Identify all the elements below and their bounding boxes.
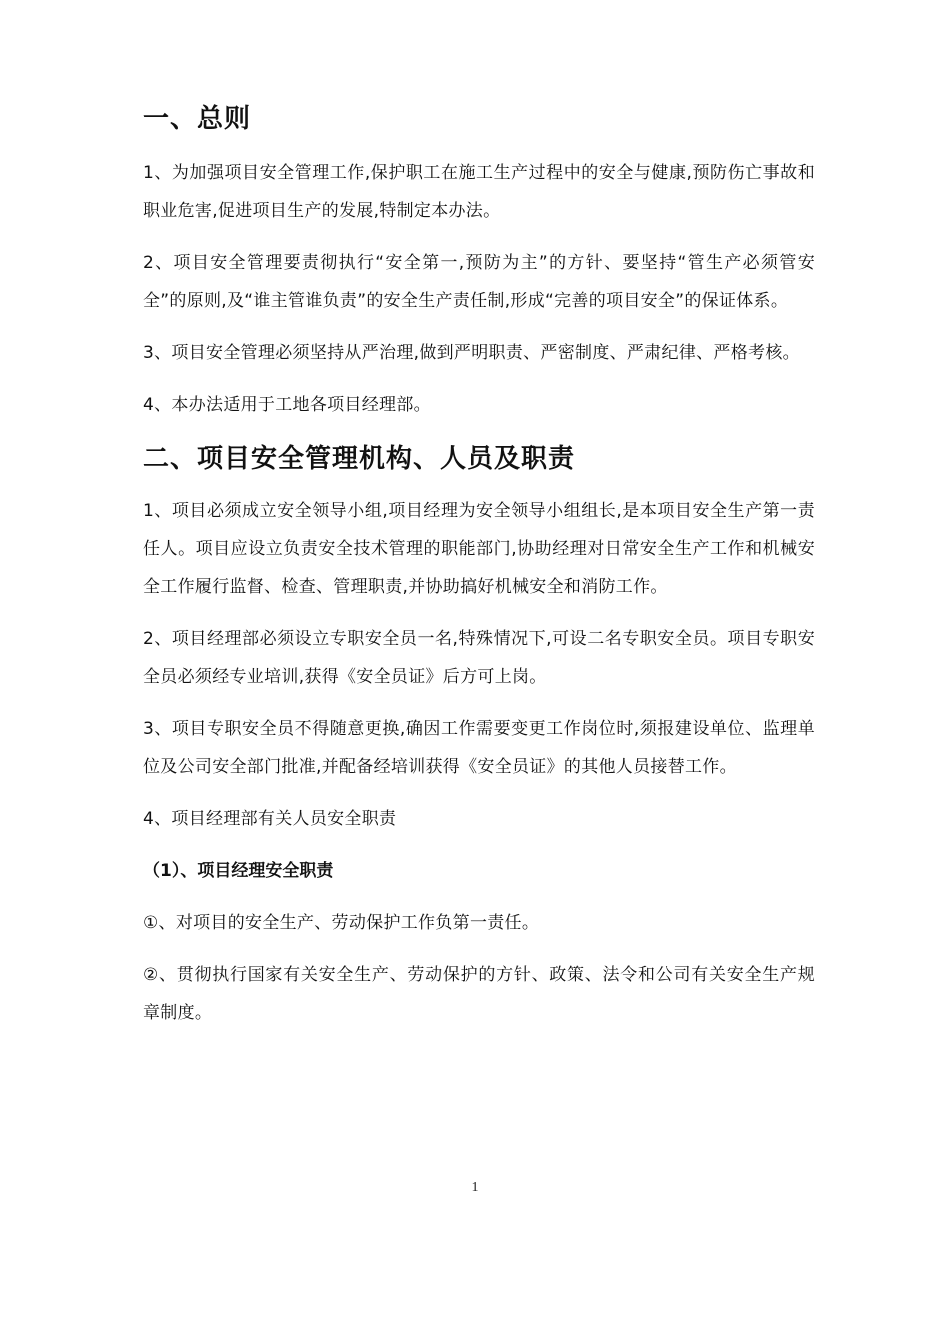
subsection-heading: （1）、项目经理安全职责 [143, 861, 334, 881]
paragraph: 1、项目必须成立安全领导小组,项目经理为安全领导小组组长,是本项目安全生产第一责任人。项目应设立负责安全技术管理的职能部门,协助经理对日常安全生产工作和机械安全工作履行监督、检查、管理职责,并协助搞好机械安全和消防工作。 [143, 501, 815, 597]
document-body [143, 98, 815, 1046]
page-number: 1 [471, 1180, 479, 1195]
section-heading-organization: 二、项目安全管理机构、人员及职责 [143, 444, 576, 474]
list-item: ①、对项目的安全生产、劳动保护工作负第一责任。 [143, 913, 540, 933]
paragraph: 3、项目专职安全员不得随意更换,确因工作需要变更工作岗位时,须报建设单位、监理单位及公司安全部门批准,并配备经培训获得《安全员证》的其他人员接替工作。 [143, 719, 815, 777]
list-item: ②、贯彻执行国家有关安全生产、劳动保护的方针、政策、法令和公司有关安全生产规章制度。 [143, 965, 815, 1023]
section-heading-general: 一、总则 [143, 104, 252, 134]
paragraph: 4、项目经理部有关人员安全职责 [143, 809, 397, 829]
paragraph: 2、项目经理部必须设立专职安全员一名,特殊情况下,可设二名专职安全员。项目专职安全员必须经专业培训,获得《安全员证》后方可上岗。 [143, 629, 815, 687]
paragraph: 3、项目安全管理必须坚持从严治理,做到严明职责、严密制度、严肃纪律、严格考核。 [143, 343, 800, 363]
paragraph: 4、本办法适用于工地各项目经理部。 [143, 395, 431, 415]
paragraph: 1、为加强项目安全管理工作,保护职工在施工生产过程中的安全与健康,预防伤亡事故和职业危害,促进项目生产的发展,特制定本办法。 [143, 163, 815, 221]
paragraph: 2、项目安全管理要责彻执行“安全第一,预防为主”的方针、要坚持“管生产必须管安全”的原则,及“谁主管谁负责”的安全生产责任制,形成“完善的项目安全”的保证体系。 [143, 253, 815, 311]
